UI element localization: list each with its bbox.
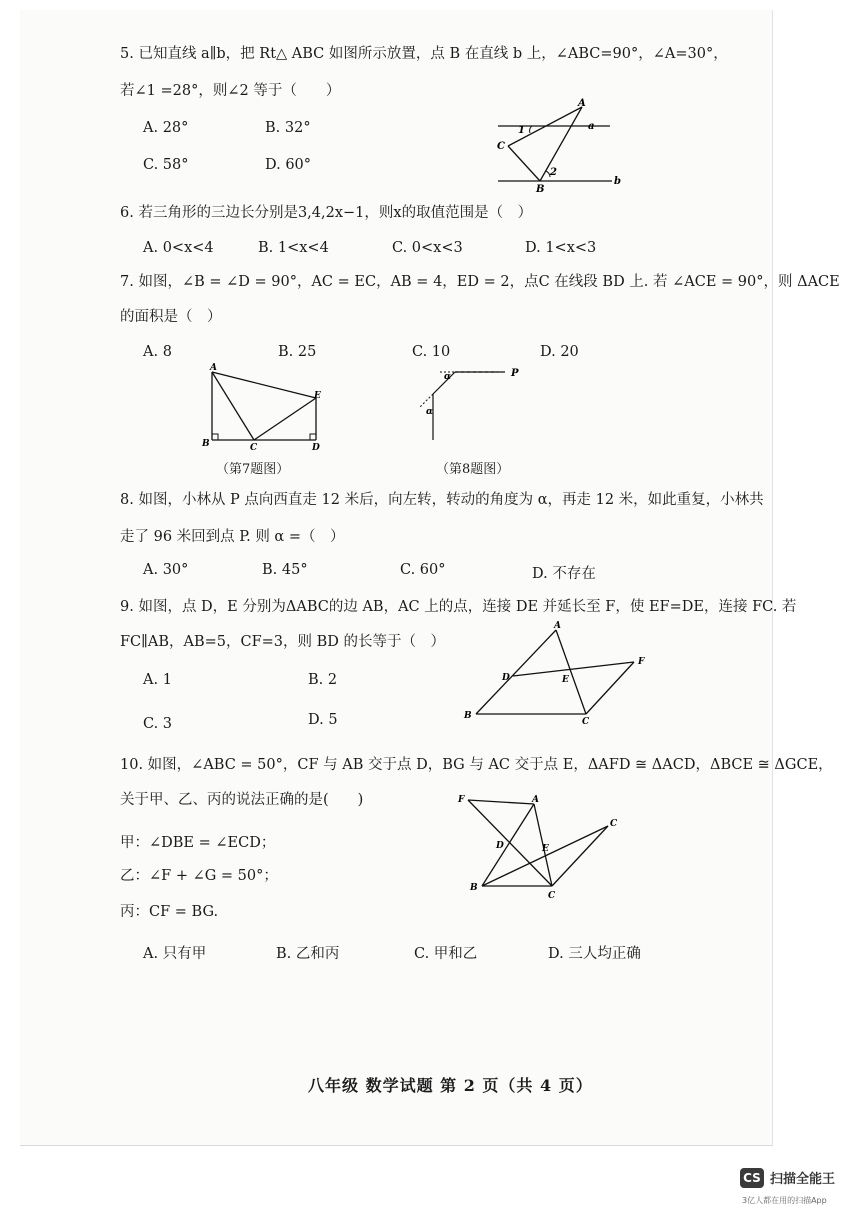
q10-option-a: A. 只有甲 bbox=[143, 946, 207, 962]
q6-option-b: B. 1<x<4 bbox=[258, 240, 329, 256]
q9-option-a: A. 1 bbox=[143, 672, 172, 688]
q8-option-c: C. 60° bbox=[400, 562, 446, 578]
q5-label-c: C bbox=[497, 141, 505, 152]
q5-label-line-b: b bbox=[614, 176, 621, 187]
q9-label-e: E bbox=[562, 675, 569, 685]
q8-figure-caption: （第8题图） bbox=[436, 462, 510, 477]
q6-option-c: C. 0<x<3 bbox=[392, 240, 463, 256]
q5-stem-line2: 若∠1 =28°，则∠2 等于（ ） bbox=[120, 83, 341, 99]
q6-stem: 6. 若三角形的三边长分别是3,4,2x−1，则x的取值范围是（ ） bbox=[120, 205, 533, 221]
q8-stem-line1: 8. 如图，小林从 P 点向西直走 12 米后，向左转，转动的角度为 α，再走 12 米，如此重复，小林共 bbox=[120, 492, 764, 508]
q10-label-c: C bbox=[548, 891, 556, 901]
page-footer: 八年级 数学试题 第 2 页（共 4 页） bbox=[308, 1076, 593, 1095]
q8-option-a: A. 30° bbox=[143, 562, 189, 578]
q5-label-angle1: 1 bbox=[518, 125, 525, 136]
q5-option-b: B. 32° bbox=[265, 120, 311, 136]
q6-option-d: D. 1<x<3 bbox=[525, 240, 597, 256]
q7-figure-caption: （第7题图） bbox=[216, 462, 290, 477]
q10-label-e: E bbox=[542, 844, 549, 854]
q9-option-c: C. 3 bbox=[143, 716, 173, 732]
q10-option-c: C. 甲和乙 bbox=[414, 946, 478, 962]
q8-stem-line2: 走了 96 米回到点 P. 则 α =（ ） bbox=[120, 529, 345, 545]
scanner-tagline: 3亿人都在用的扫描App bbox=[742, 1196, 827, 1205]
q10-option-d: D. 三人均正确 bbox=[548, 946, 641, 962]
q7-option-b: B. 25 bbox=[278, 344, 317, 360]
exam-page bbox=[20, 10, 773, 1146]
q7-option-d: D. 20 bbox=[540, 344, 579, 360]
q8-label-alpha2: α bbox=[426, 407, 433, 417]
q7-label-b: B bbox=[202, 439, 210, 449]
q10-figure bbox=[452, 790, 630, 908]
q9-figure bbox=[458, 618, 658, 728]
q9-label-b: B bbox=[464, 711, 472, 721]
q7-label-d: D bbox=[312, 443, 320, 453]
q9-label-a: A bbox=[554, 621, 561, 631]
q10-statement-bing: 丙：CF = BG. bbox=[120, 904, 219, 920]
scanner-logo-icon: CS bbox=[740, 1168, 764, 1188]
q9-label-c: C bbox=[582, 717, 590, 727]
q5-option-d: D. 60° bbox=[265, 157, 312, 173]
q10-statement-jia: 甲：∠DBE = ∠ECD； bbox=[120, 835, 276, 851]
q10-label-b: B bbox=[470, 883, 478, 893]
q5-label-line-a: a bbox=[588, 121, 595, 132]
q9-label-f: F bbox=[638, 657, 645, 667]
q10-label-d: D bbox=[496, 841, 504, 851]
q8-label-alpha1: α bbox=[444, 372, 451, 382]
q10-stem-line1: 10. 如图，∠ABC = 50°，CF 与 AB 交于点 D，BG 与 AC 交于点 E，ΔAFD ≅ ΔACD，ΔBCE ≅ ΔGCE， bbox=[120, 757, 833, 773]
q10-statement-yi: 乙：∠F + ∠G = 50°； bbox=[120, 868, 278, 884]
scanner-app-name: 扫描全能王 bbox=[770, 1172, 836, 1187]
q8-label-p: P bbox=[511, 368, 519, 379]
q8-option-d: D. 不存在 bbox=[532, 566, 596, 582]
q9-stem-line2: FC∥AB，AB=5，CF=3，则 BD 的长等于（ ） bbox=[120, 634, 446, 650]
q7-stem-line1: 7. 如图，∠B = ∠D = 90°，AC = EC，AB = 4，ED = 2，点C 在线段 BD 上. 若 ∠ACE = 90°，则 ΔACE bbox=[120, 274, 840, 290]
q5-option-a: A. 28° bbox=[143, 120, 189, 136]
q9-label-d: D bbox=[502, 673, 510, 683]
q7-label-c: C bbox=[250, 443, 258, 453]
q5-label-a: A bbox=[578, 98, 586, 109]
q5-figure bbox=[490, 95, 620, 195]
q9-stem-line1: 9. 如图，点 D，E 分别为ΔABC的边 AB，AC 上的点，连接 DE 并延长至 F，使 EF=DE，连接 FC. 若 bbox=[120, 599, 797, 615]
q7-label-a: A bbox=[210, 363, 217, 373]
q10-label-a: A bbox=[532, 795, 539, 805]
q7-option-c: C. 10 bbox=[412, 344, 451, 360]
q10-label-f: F bbox=[458, 795, 465, 805]
q6-option-a: A. 0<x<4 bbox=[143, 240, 214, 256]
q9-option-b: B. 2 bbox=[308, 672, 338, 688]
q5-stem-line1: 5. 已知直线 a∥b，把 Rt△ ABC 如图所示放置，点 B 在直线 b 上，∠ABC=90°，∠A=30°， bbox=[120, 46, 728, 62]
q10-label-g: C bbox=[610, 819, 618, 829]
q8-figure bbox=[400, 362, 530, 447]
q7-figure bbox=[198, 360, 333, 455]
q5-label-b: B bbox=[536, 184, 545, 195]
q8-option-b: B. 45° bbox=[262, 562, 308, 578]
q7-option-a: A. 8 bbox=[143, 344, 172, 360]
q7-label-e: E bbox=[314, 391, 321, 401]
q5-option-c: C. 58° bbox=[143, 157, 189, 173]
q10-option-b: B. 乙和丙 bbox=[276, 946, 340, 962]
q10-stem-line2: 关于甲、乙、丙的说法正确的是( ) bbox=[120, 792, 364, 808]
q5-label-angle2: 2 bbox=[550, 167, 557, 178]
q7-stem-line2: 的面积是（ ） bbox=[120, 309, 222, 325]
q9-option-d: D. 5 bbox=[308, 712, 338, 728]
